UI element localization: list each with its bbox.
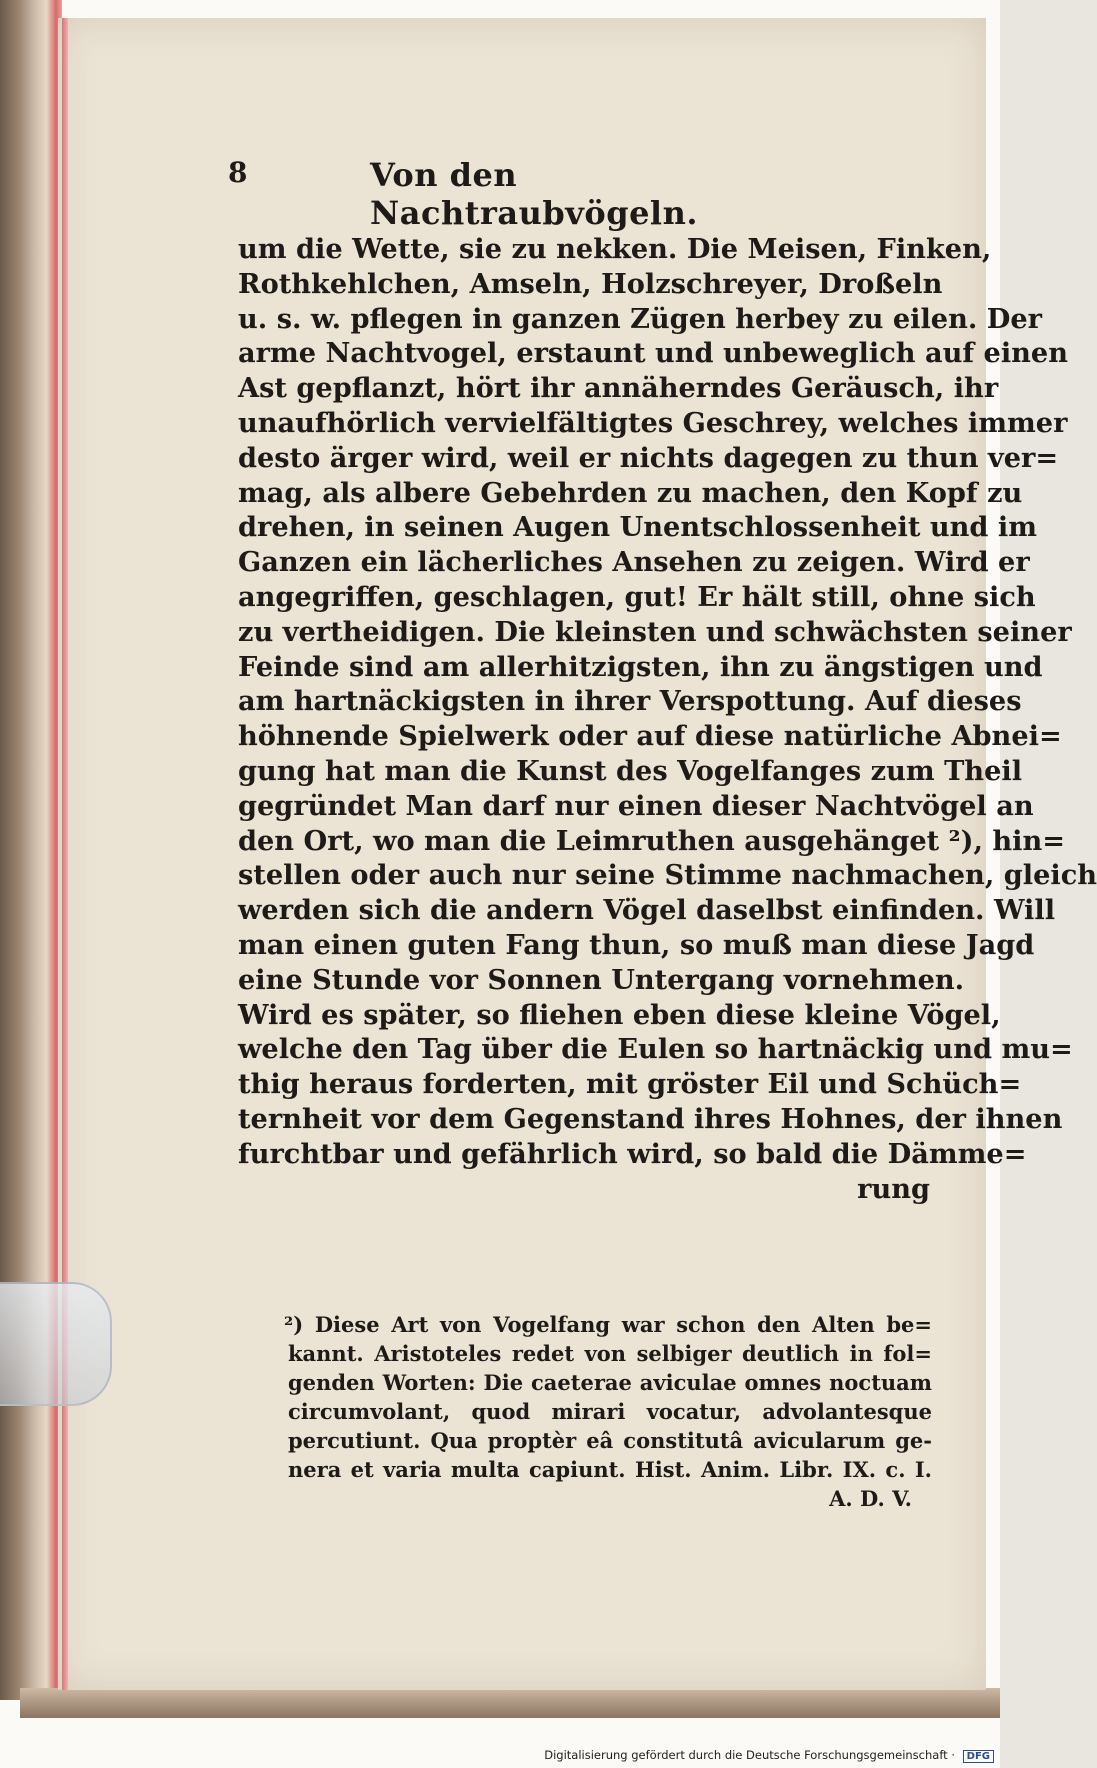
book-edge	[0, 0, 62, 1700]
digitization-credit	[544, 1748, 994, 1763]
body-line: Wird es später, so fliehen eben diese kleine Vögel,	[238, 998, 1001, 1031]
footnote-line: circumvolant, quod mirari vocatur, advolantesque	[288, 1399, 932, 1424]
footnote-line: nera et varia multa capiunt. Hist. Anim. Libr. IX. c. I.	[288, 1457, 932, 1482]
page-bottom-edge	[20, 1688, 1000, 1718]
footnote-line: ²) Diese Art von Vogelfang war schon den Alten be=	[284, 1312, 932, 1337]
page-number: 8	[228, 156, 248, 189]
body-line: höhnende Spielwerk oder auf diese natürliche Abnei=	[238, 720, 1062, 753]
footnote-line: kannt. Aristoteles redet von selbiger deutlich in fol=	[288, 1341, 932, 1366]
body-line: Feinde sind am allerhitzigsten, ihn zu ängstigen und	[238, 650, 1043, 683]
footnote-line: percutiunt. Qua proptèr eâ constitutâ avicularum ge-	[288, 1428, 932, 1453]
footnote	[284, 1310, 932, 1513]
body-line: Rothkehlchen, Amseln, Holzschreyer, Droßeln	[238, 267, 943, 300]
dfg-logo[interactable]: DFG	[963, 1750, 994, 1763]
body-line: drehen, in seinen Augen Unentschlossenheit und im	[238, 511, 1037, 544]
body-line: angegriffen, geschlagen, gut! Er hält still, ohne sich	[238, 580, 1036, 613]
red-page-edge	[62, 18, 68, 1690]
page-clip	[0, 1282, 112, 1406]
body-line: Ast gepflanzt, hört ihr annäherndes Geräusch, ihr	[238, 372, 999, 405]
body-line: u. s. w. pflegen in ganzen Zügen herbey zu eilen. Der	[238, 302, 1042, 335]
body-line: gung hat man die Kunst des Vogelfanges zum Theil	[238, 754, 1023, 787]
body-line: Ganzen ein lächerliches Ansehen zu zeigen. Wird er	[238, 546, 1030, 579]
body-line: thig heraus forderten, mit gröster Eil und Schüch=	[238, 1068, 1022, 1101]
body-text	[238, 232, 1097, 1206]
body-line: unaufhörlich vervielfältigtes Geschrey, welches immer	[238, 406, 1068, 439]
body-line: desto ärger wird, weil er nichts dagegen zu thun ver=	[238, 441, 1059, 474]
body-line: mag, als albere Gebehrden zu machen, den Kopf zu	[238, 476, 1023, 509]
body-line: welche den Tag über die Eulen so hartnäckig und mu=	[238, 1033, 1073, 1066]
body-line: ternheit vor dem Gegenstand ihres Hohnes, der ihnen	[238, 1102, 1063, 1135]
running-head: Von den Nachtraubvögeln.	[370, 156, 698, 232]
body-line: eine Stunde vor Sonnen Untergang vornehmen.	[238, 963, 965, 996]
body-line: furchtbar und gefährlich wird, so bald die Dämme=	[238, 1137, 1027, 1170]
catchword: rung	[857, 1172, 930, 1205]
body-line: man einen guten Fang thun, so muß man diese Jagd	[238, 928, 1035, 961]
body-line: gegründet Man darf nur einen dieser Nachtvögel an	[238, 789, 1034, 822]
body-line: zu vertheidigen. Die kleinsten und schwächsten seiner	[238, 615, 1072, 648]
footnote-signature: A. D. V.	[829, 1486, 912, 1511]
body-line: arme Nachtvogel, erstaunt und unbeweglich auf einen	[238, 337, 1068, 370]
footnote-line: genden Worten: Die caeterae aviculae omnes noctuam	[288, 1370, 932, 1395]
body-line: den Ort, wo man die Leimruthen ausgehänget ²), hin=	[238, 824, 1066, 857]
body-line: stellen oder auch nur seine Stimme nachmachen, gleich	[238, 859, 1097, 892]
body-line: um die Wette, sie zu nekken. Die Meisen, Finken,	[238, 233, 992, 265]
body-line: am hartnäckigsten in ihrer Verspottung. Auf dieses	[238, 685, 1022, 718]
body-line: werden sich die andern Vögel daselbst einfinden. Will	[238, 894, 1056, 927]
credit-text: Digitalisierung gefördert durch die Deutsche Forschungsgemeinschaft ·	[544, 1748, 955, 1762]
